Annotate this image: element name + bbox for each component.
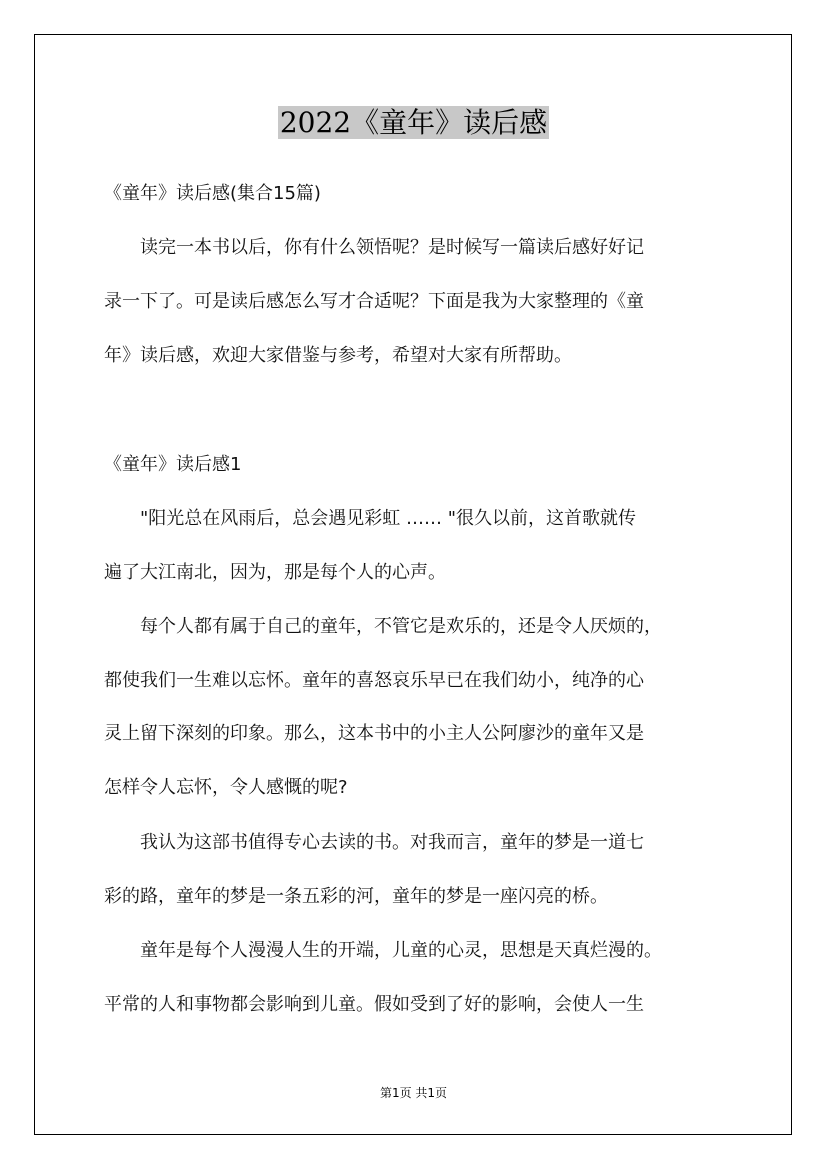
intro-line: 录一下了。可是读后感怎么写才合适呢？下面是我为大家整理的《童 bbox=[104, 291, 644, 312]
page-footer: 第1页 共1页 bbox=[379, 1086, 448, 1100]
body-line: 彩的路，童年的梦是一条五彩的河，童年的梦是一座闪亮的桥。 bbox=[104, 886, 608, 907]
body-line: 每个人都有属于自己的童年，不管它是欢乐的，还是令人厌烦的， bbox=[140, 616, 662, 637]
body-line: 怎样令人忘怀，令人感慨的呢? bbox=[104, 777, 348, 798]
body-line: 都使我们一生难以忘怀。童年的喜怒哀乐早已在我们幼小，纯净的心 bbox=[104, 670, 644, 691]
document-subtitle: 《童年》读后感(集合15篇) bbox=[104, 183, 321, 204]
section-heading: 《童年》读后感1 bbox=[104, 454, 242, 475]
body-line: 灵上留下深刻的印象。那么，这本书中的小主人公阿廖沙的童年又是 bbox=[104, 723, 644, 744]
body-line: 平常的人和事物都会影响到儿童。假如受到了好的影响，会使人一生 bbox=[104, 994, 644, 1015]
body-line: 遍了大江南北，因为，那是每个人的心声。 bbox=[104, 562, 446, 583]
intro-line: 读完一本书以后，你有什么领悟呢？是时候写一篇读后感好好记 bbox=[140, 237, 644, 258]
body-line: 童年是每个人漫漫人生的开端，儿童的心灵，思想是天真烂漫的。 bbox=[140, 940, 662, 961]
intro-line: 年》读后感，欢迎大家借鉴与参考，希望对大家有所帮助。 bbox=[104, 345, 572, 366]
body-line: 我认为这部书值得专心去读的书。对我而言，童年的梦是一道七 bbox=[140, 832, 644, 853]
document-title: 2022《童年》读后感 bbox=[279, 106, 548, 139]
body-line: "阳光总在风雨后，总会遇见彩虹 …… "很久以前，这首歌就传 bbox=[140, 508, 636, 529]
